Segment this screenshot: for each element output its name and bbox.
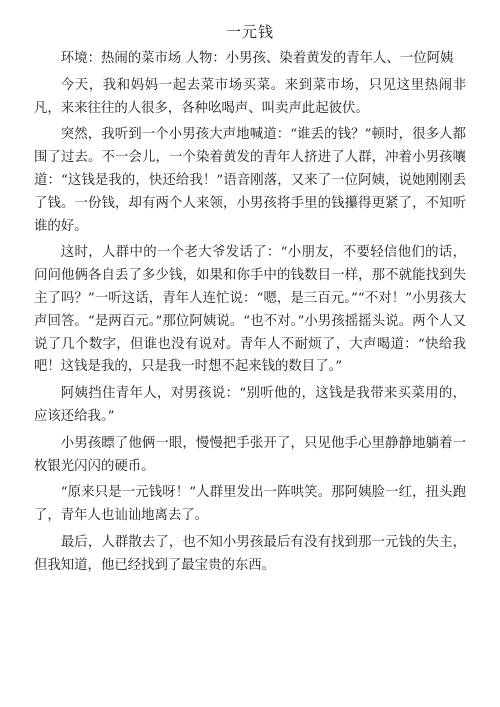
setting-line: 环境：热闹的菜市场 人物：小男孩、染着黄发的青年人、一位阿姨 <box>60 51 454 66</box>
paragraph-1: 今天，我和妈妈一起去菜市场买菜。来到菜市场，只见这里热闹非凡，来来往往的人很多，各种吆喝声、叫卖声此起彼伏。 <box>34 77 466 116</box>
document-title: 一元钱 <box>225 23 274 41</box>
paragraph-4: 阿姨挡住青年人，对男孩说：“别听他的，这钱是我带来买菜用的，应该还给我。” <box>34 386 466 424</box>
paragraph-3: 这时，人群中的一个老大爷发话了：“小朋友，不要轻信他们的话，问问他俩各自丢了多少钱，如果和你手中的钱数目一样，那不就能找到失主了吗？”一听这话，青年人连忙说：“嗯，是三百元。”“不对！”小男孩大声回答。“是两百元。”那位阿姨说。“也不对。”小男孩摇摇头说。两个人又说了几个数字，但谁也没有说对。青年人不耐烦了，大声喝道：“快给我吧！这钱是我的，只是我一时想不起来钱的数目了。” <box>34 245 466 375</box>
paragraph-7: 最后，人群散去了，也不知小男孩最后有没有找到那一元钱的失主，但我知道，他已经找到了最宝贵的东西。 <box>34 534 466 573</box>
paragraph-5: 小男孩瞟了他俩一眼，慢慢把手张开了，只见他手心里静静地躺着一枚银光闪闪的硬币。 <box>34 435 466 474</box>
paragraph-2: 突然，我听到一个小男孩大声地喊道：“谁丢的钱？”顿时，很多人都围了过去。不一会儿，一个染着黄发的青年人挤进了人群，冲着小男孩嚷道：“这钱是我的，快还给我！”语音刚落，又来了一位阿姨，说她刚刚丢了钱。一份钱，却有两个人来领，小男孩将手里的钱攥得更紧了，不知听谁的好。 <box>34 127 466 234</box>
paragraph-6: “原来只是一元钱呀！”人群里发出一阵哄笑。那阿姨脸一红，扭头跑了，青年人也讪讪地离去了。 <box>34 485 466 524</box>
